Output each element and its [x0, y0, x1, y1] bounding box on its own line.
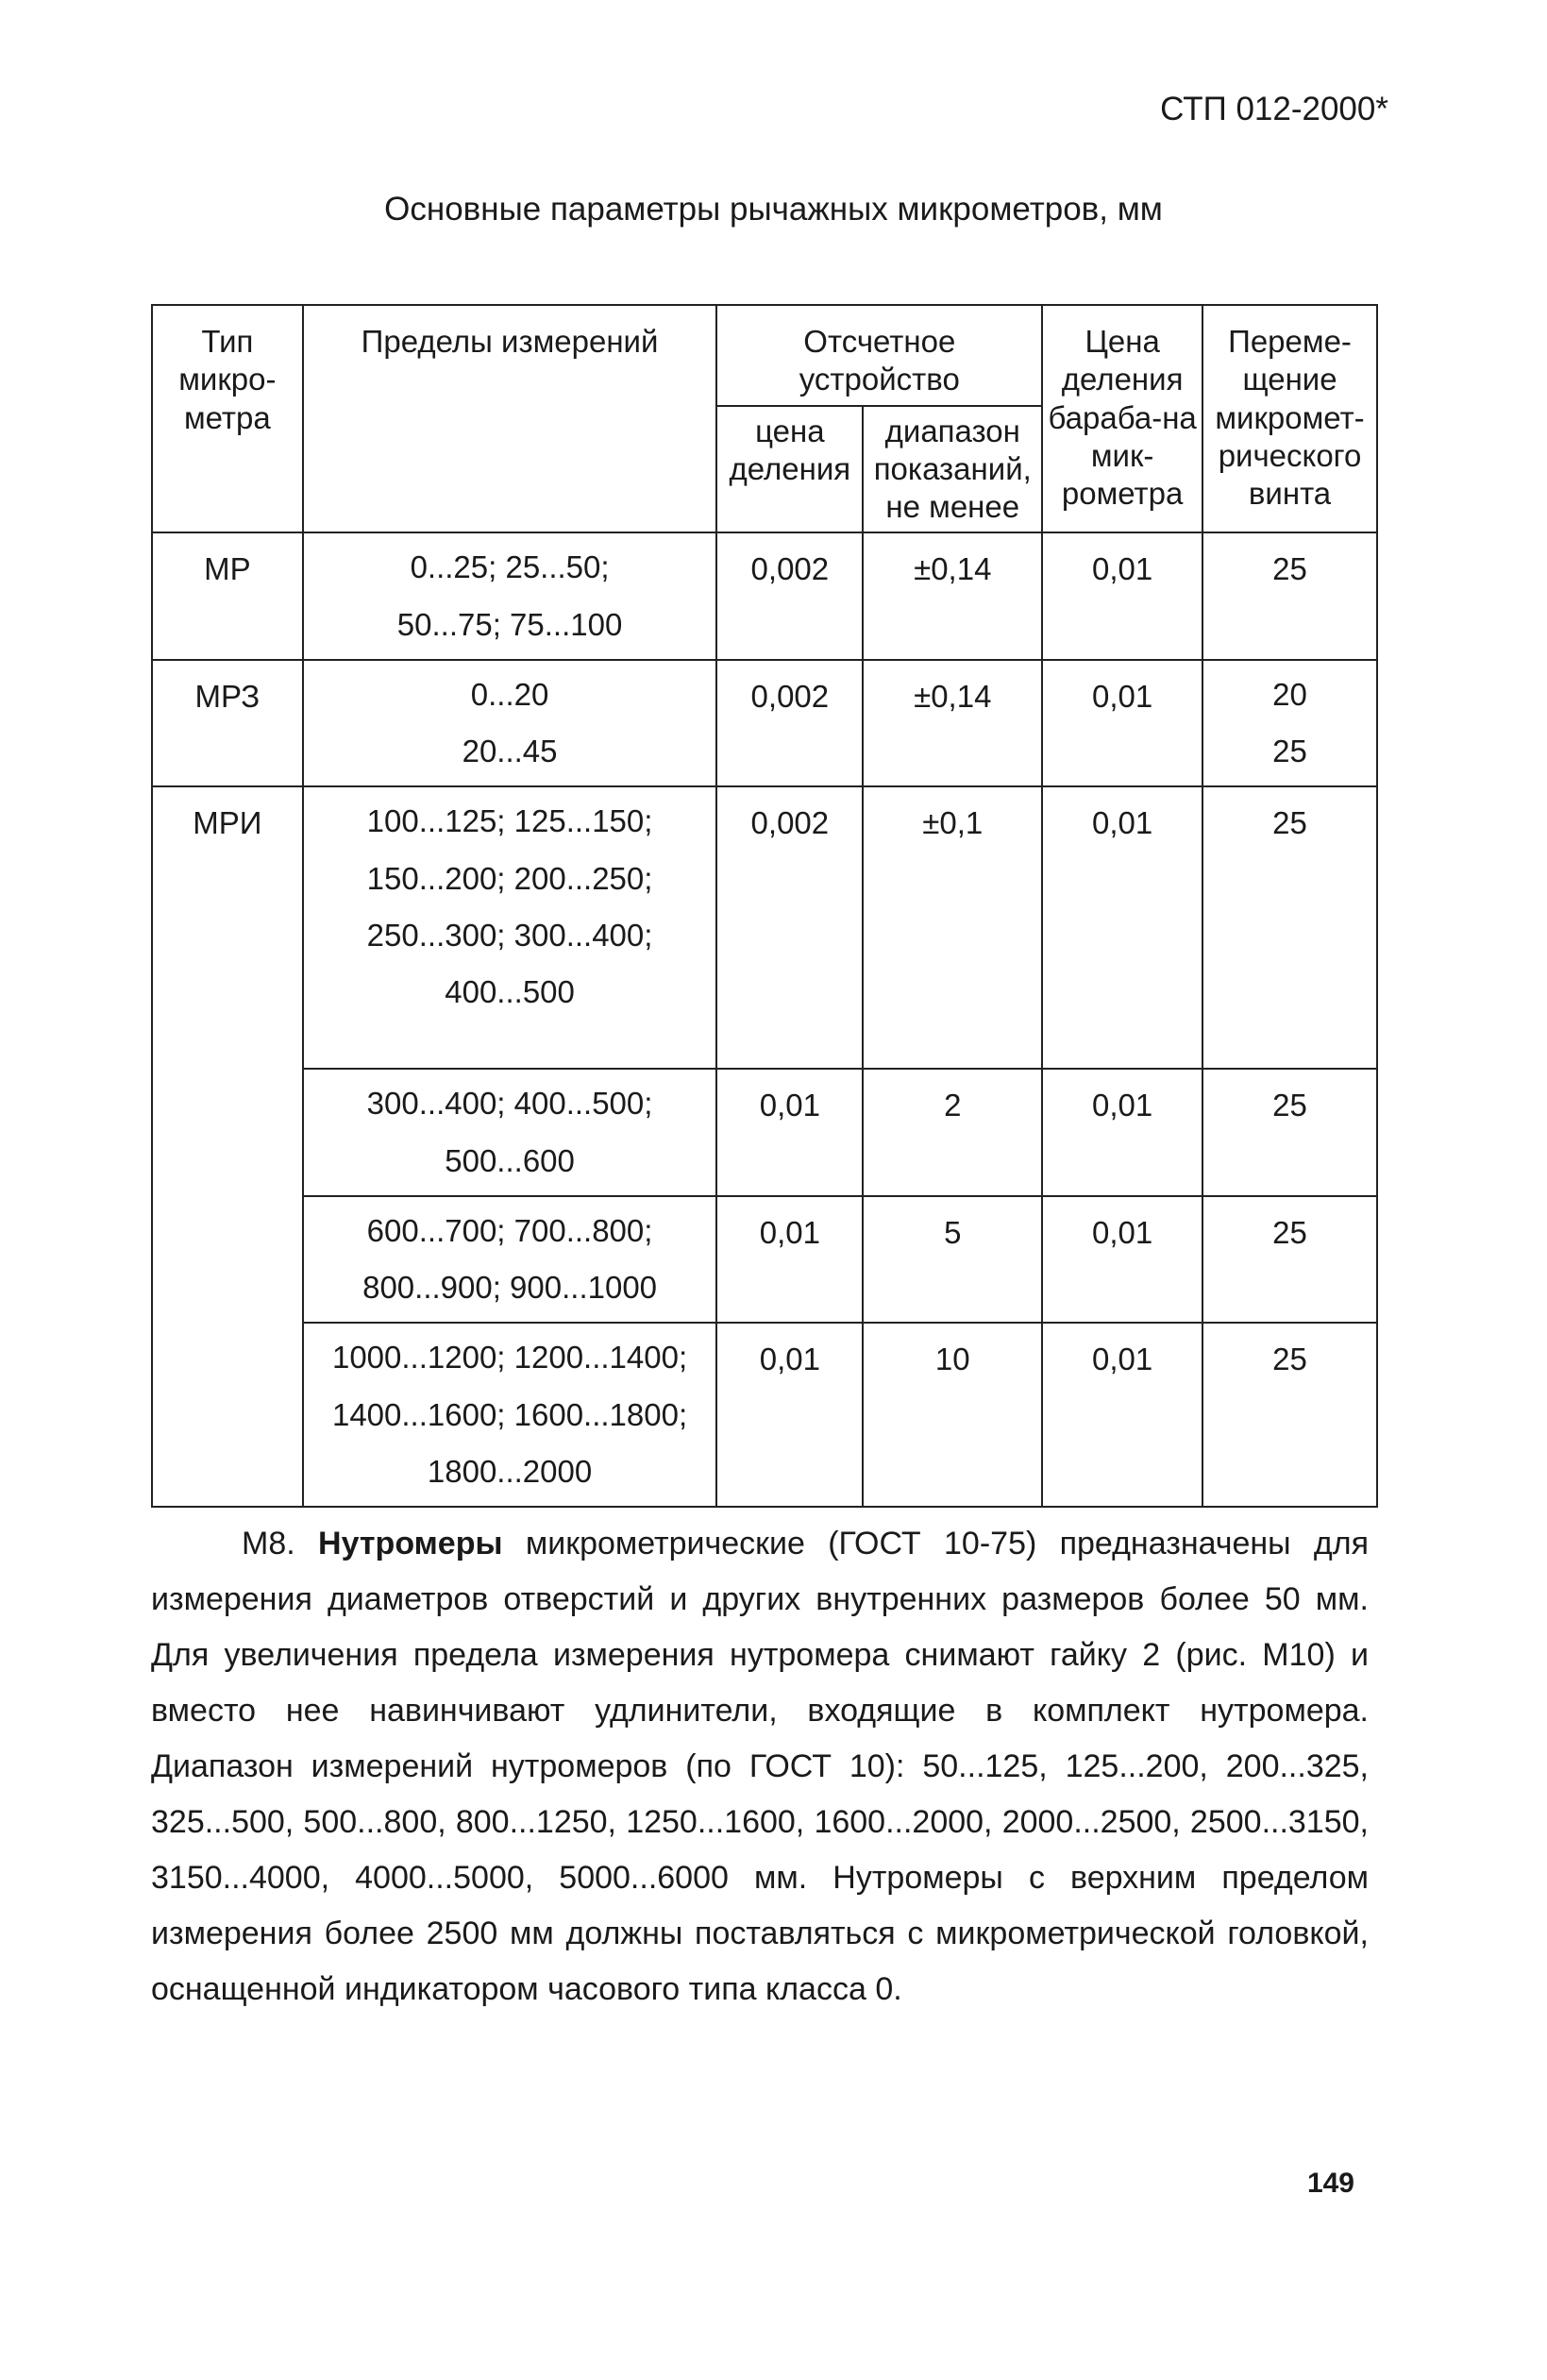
- limits-line: 600...700; 700...800;: [366, 1212, 653, 1248]
- header-screw-travel: Переме-щение микромет-рического винта: [1202, 305, 1377, 532]
- table-row: [152, 786, 1377, 1069]
- travel-line: 25: [1272, 734, 1307, 768]
- limits-line: 400...500: [445, 974, 575, 1009]
- limits-line: 0...20: [470, 676, 549, 712]
- paragraph-text: микрометрические (ГОСТ 10-75) предназначены для измерения диаметров отверстий и других внутренних размеров более 50 мм. Для увеличения предела измерения нутромера снимают гайку 2 (рис. М10) и вместо нее навинчивают удлинители, входящие в комплект нутромера. Диапазон измерений нутромеров (по ГОСТ 10): 50...125, 125...200, 200...325, 325...500, 500...800, 800...1250, 1250...1600, 1600...2000, 2000...2500, 2500...3150, 3150...4000, 4000...5000, 5000...6000 мм. Нутромеры с верхним пределом измерения более 2500 мм должны поставляться с микрометрической головкой, оснащенной индикатором часового типа класса 0.: [151, 1526, 1370, 2007]
- limits-line: 100...125; 125...150;: [366, 803, 653, 839]
- cell-type: МР: [152, 532, 303, 660]
- table-row: [152, 1196, 1377, 1324]
- cell-drum: 0,01: [1042, 1196, 1202, 1324]
- table-row: [152, 1323, 1377, 1507]
- cell-division: 0,002: [716, 532, 863, 660]
- limits-line: 20...45: [462, 734, 558, 768]
- cell-range: 2: [863, 1069, 1042, 1196]
- cell-range: 10: [863, 1323, 1042, 1507]
- document-code: СТП 012-2000*: [1160, 91, 1388, 127]
- limits-line: 800...900; 900...1000: [362, 1270, 658, 1305]
- table-row: [152, 532, 1377, 660]
- table-row: [152, 660, 1377, 787]
- limits-line: 1400...1600; 1600...1800;: [331, 1396, 688, 1432]
- cell-drum: 0,01: [1042, 786, 1202, 1069]
- cell-limits: [303, 532, 717, 660]
- cell-type: [152, 1323, 303, 1507]
- cell-type: [152, 1069, 303, 1196]
- header-reading-device: Отсчетное устройство: [716, 305, 1042, 406]
- limits-line: 0...25; 25...50;: [410, 549, 610, 585]
- limits-line: 1000...1200; 1200...1400;: [331, 1340, 688, 1376]
- table-title: Основные параметры рычажных микрометров, мм: [384, 191, 1163, 228]
- cell-division: 0,01: [716, 1323, 863, 1507]
- cell-limits: [303, 660, 717, 787]
- cell-travel: 25: [1202, 786, 1377, 1069]
- limits-line: 50...75; 75...100: [396, 606, 623, 642]
- cell-limits: [303, 786, 717, 1069]
- paragraph-label: М8.: [242, 1526, 295, 1561]
- cell-division: 0,002: [716, 660, 863, 787]
- header-division: цена деления: [716, 406, 863, 533]
- limits-line: 1800...2000: [427, 1453, 593, 1489]
- cell-type: [152, 1196, 303, 1324]
- cell-division: 0,01: [716, 1069, 863, 1196]
- cell-travel: 25: [1202, 1196, 1377, 1324]
- cell-type: МРИ: [152, 786, 303, 1069]
- table-row: [152, 1069, 1377, 1196]
- cell-range: ±0,1: [863, 786, 1042, 1069]
- cell-type: МРЗ: [152, 660, 303, 787]
- cell-division: 0,002: [716, 786, 863, 1069]
- cell-division: 0,01: [716, 1196, 863, 1324]
- cell-drum: 0,01: [1042, 660, 1202, 787]
- limits-line: 250...300; 300...400;: [366, 917, 653, 953]
- paragraph-bold-term: Нутромеры: [318, 1526, 503, 1561]
- limits-line: 150...200; 200...250;: [366, 860, 653, 896]
- header-range: диапазон показаний, не менее: [863, 406, 1042, 533]
- page-number: 149: [1306, 2168, 1354, 2199]
- cell-travel: 25: [1202, 1069, 1377, 1196]
- parameters-table: [151, 304, 1378, 1508]
- cell-travel: [1202, 660, 1377, 787]
- cell-range: 5: [863, 1196, 1042, 1324]
- cell-range: ±0,14: [863, 532, 1042, 660]
- cell-range: ±0,14: [863, 660, 1042, 787]
- limits-line: 300...400; 400...500;: [366, 1086, 653, 1122]
- body-paragraph: [151, 1516, 1369, 2017]
- limits-line: 500...600: [445, 1142, 575, 1178]
- cell-drum: 0,01: [1042, 532, 1202, 660]
- cell-limits: [303, 1069, 717, 1196]
- header-type: Тип микро-метра: [152, 305, 303, 532]
- cell-travel: 25: [1202, 532, 1377, 660]
- cell-travel: 25: [1202, 1323, 1377, 1507]
- cell-drum: 0,01: [1042, 1323, 1202, 1507]
- cell-drum: 0,01: [1042, 1069, 1202, 1196]
- cell-limits: [303, 1196, 717, 1324]
- travel-line: 20: [1272, 676, 1307, 712]
- header-drum-division: Цена деления бараба-на мик-рометра: [1042, 305, 1202, 532]
- cell-limits: [303, 1323, 717, 1507]
- header-limits: Пределы измерений: [303, 305, 717, 532]
